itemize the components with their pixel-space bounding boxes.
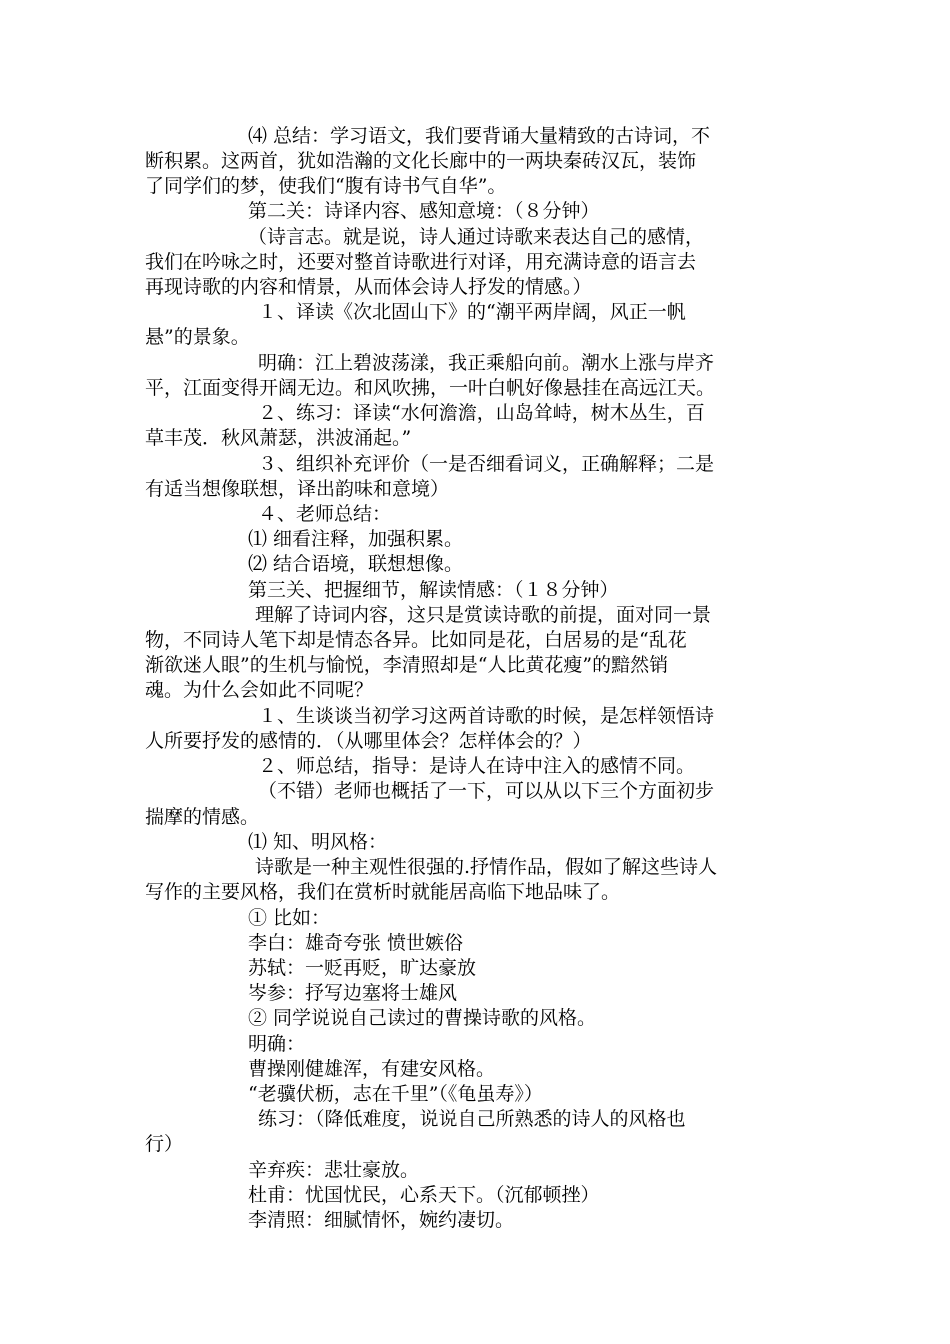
text-line: 岑参：抒写边塞将士雄风 [248,982,458,1004]
text-line: 魂。为什么会如此不同呢？ [145,679,374,701]
text-line: 明确： [248,1033,306,1055]
text-line: 李白：雄奇夸张 愤世嫉俗 [248,932,464,954]
text-line: １、生谈谈当初学习这两首诗歌的时候，是怎样领悟诗 [258,705,715,727]
text-line: 物，不同诗人笔下却是情态各异。比如同是花，白居易的是“乱花 [145,629,687,651]
text-line: 断积累。这两首，犹如浩瀚的文化长廊中的一两块秦砖汉瓦，装饰 [145,150,697,172]
text-line: 理解了诗词内容，这只是赏读诗歌的前提，面对同一景 [255,604,712,626]
text-line: １、译读《次北固山下》的“潮平两岸阔，风正一帆 [258,301,686,323]
text-line: 再现诗歌的内容和情景，从而体会诗人抒发的情感。） [145,276,592,298]
text-line: 写作的主要风格，我们在赏析时就能居高临下地品味了。 [145,881,621,903]
text-line: ２、练习：译读“水何澹澹，山岛耸峙，树木丛生，百 [258,402,705,424]
text-line: 平，江面变得开阔无边。和风吹拂，一叶白帆好像悬挂在高远江天。 [145,377,716,399]
text-line: 人所要抒发的感情的．（从哪里体会？怎样体会的？） [145,730,592,752]
text-line: 练习：（降低难度，说说自己所熟悉的诗人的风格也 [258,1108,686,1130]
text-line: ３、组织补充评价（一是否细看词义，正确解释；二是 [258,453,715,475]
text-line: ⑴ 知、明风格： [248,831,388,853]
text-line: ① 比如： [248,907,331,929]
text-line: 杜甫：忧国忧民，心系天下。（沉郁顿挫） [248,1184,600,1206]
text-line: 悬”的景象。 [145,326,250,348]
text-line: 有适当想像联想，译出韵味和意境） [145,478,450,500]
text-line: 行） [145,1133,184,1155]
text-line: ⑷ 总结：学习语文，我们要背诵大量精致的古诗词，不 [248,125,711,147]
text-line: ４、老师总结： [258,503,392,525]
text-line: ⑵ 结合语境，联想想像。 [248,553,464,575]
text-line: 揣摩的情感。 [145,806,260,828]
text-line: 第二关：诗译内容、感知意境：（８分钟） [248,200,600,222]
text-line: 明确：江上碧波荡漾，我正乘船向前。潮水上涨与岸齐 [258,352,715,374]
text-line: 了同学们的梦，使我们“腹有诗书气自华”。 [145,175,507,197]
text-line: 草丰茂．秋风萧瑟，洪波涌起。” [145,427,412,449]
text-line: 我们在吟咏之时，还要对整首诗歌进行对译，用充满诗意的语言去 [145,251,697,273]
text-line: 曹操刚健雄浑，有建安风格。 [248,1058,496,1080]
text-line: ② 同学说说自己读过的曹操诗歌的风格。 [248,1007,597,1029]
text-line: （不错）老师也概括了一下，可以从以下三个方面初步 [258,780,715,802]
text-line: 李清照：细腻情怀，婉约凄切。 [248,1209,515,1231]
text-line: ⑴ 细看注释，加强积累。 [248,528,464,550]
text-line: 第三关、把握细节，解读情感：（１８分钟） [248,579,619,601]
text-line: 诗歌是一种主观性很强的.抒情作品，假如了解这些诗人 [255,856,718,878]
text-line: 渐欲迷人眼”的生机与愉悦，李清照却是“人比黄花瘦”的黯然销 [145,654,669,676]
text-line: “老骥伏枥，志在千里”（《龟虽寿》） [248,1083,543,1105]
text-line: （诗言志。就是说，诗人通过诗歌来表达自己的感情， [248,226,705,248]
text-line: ２、师总结，指导：是诗人在诗中注入的感情不同。 [258,755,696,777]
text-line: 苏轼：一贬再贬，旷达豪放 [248,957,477,979]
text-line: 辛弃疾：悲壮豪放。 [248,1159,420,1181]
